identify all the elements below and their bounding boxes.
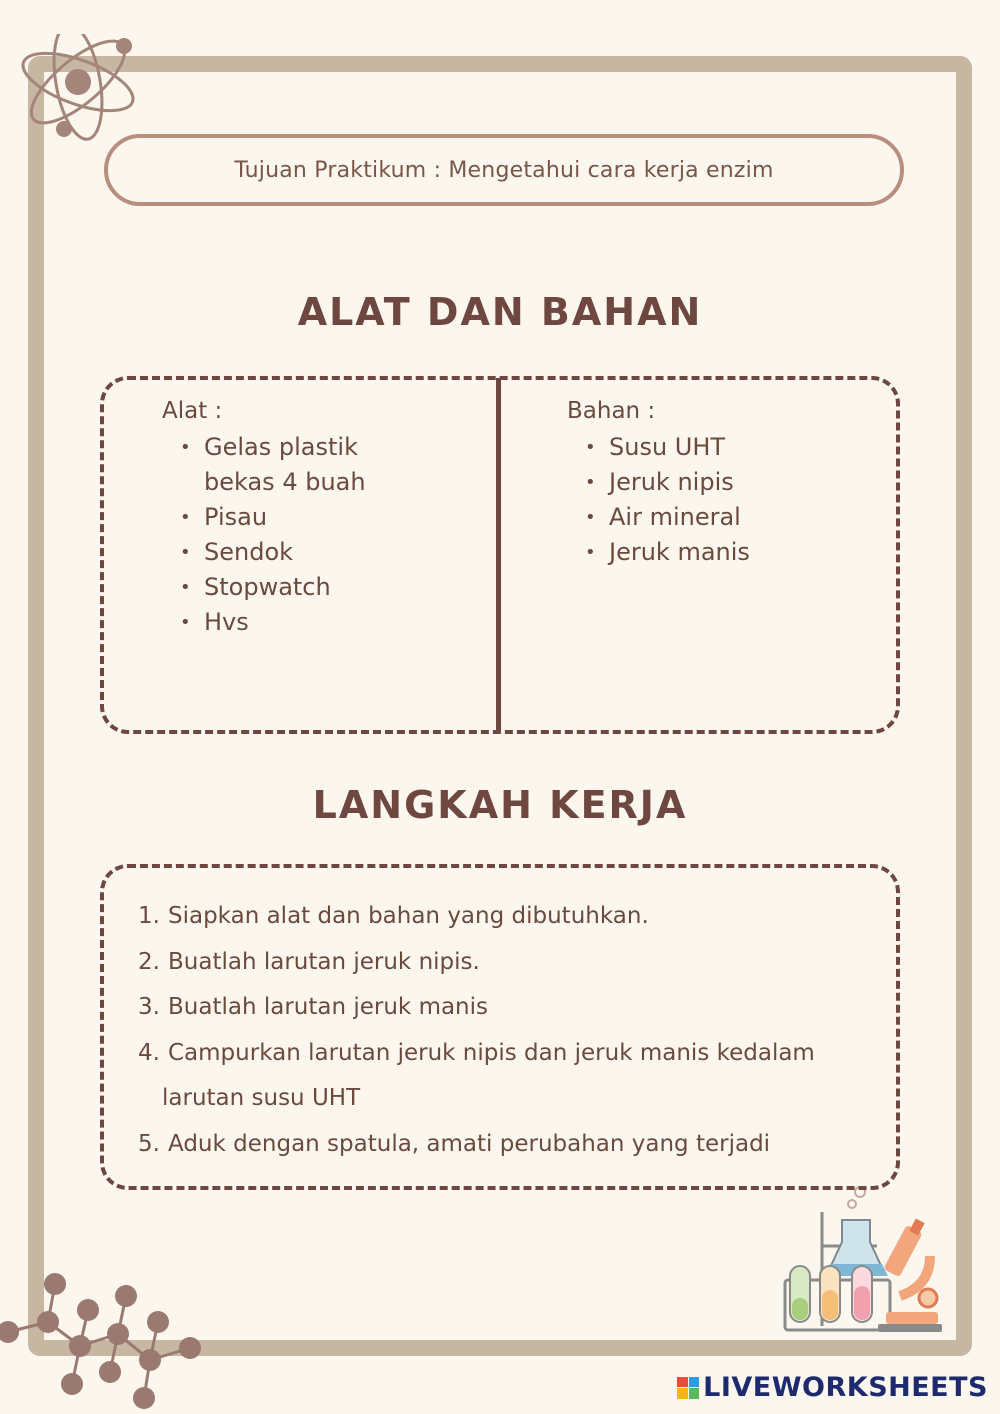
list-item: • Hvs — [180, 605, 366, 640]
list-item: • Pisau — [180, 500, 366, 535]
column-divider — [496, 378, 501, 732]
step-text: Campurkan larutan jeruk nipis dan jeruk manis kedalam — [168, 1039, 815, 1066]
bahan-label: Bahan : — [567, 398, 656, 424]
bahan-list — [585, 430, 750, 570]
step-item-continuation — [138, 1076, 858, 1122]
step-item — [138, 940, 858, 986]
step-item — [138, 1122, 858, 1168]
steps-list — [138, 894, 858, 1167]
list-item: • Jeruk nipis — [585, 465, 750, 500]
step-text: Siapkan alat dan bahan yang dibutuhkan. — [168, 903, 649, 929]
step-number: 3. — [138, 994, 160, 1020]
step-number: 5. — [138, 1130, 160, 1157]
lab-equipment-icon — [782, 1186, 942, 1336]
list-item: • Gelas plastik — [180, 430, 366, 465]
list-item: • Air mineral — [585, 500, 750, 535]
purpose-pill — [104, 134, 904, 206]
step-item — [138, 985, 858, 1031]
list-item: • Sendok — [180, 535, 366, 570]
step-number: 2. — [138, 948, 160, 975]
step-number: 4. — [138, 1039, 160, 1066]
step-number: 1. — [138, 903, 160, 929]
step-item — [138, 894, 858, 940]
step-text: Buatlah larutan jeruk manis — [168, 994, 489, 1020]
list-item: • Jeruk manis — [585, 535, 750, 570]
list-item: • Susu UHT — [585, 430, 750, 465]
section-title-langkah-kerja: LANGKAH KERJA — [312, 783, 688, 827]
step-text: larutan susu UHT — [162, 1085, 361, 1111]
alat-label: Alat : — [162, 398, 223, 424]
liveworksheets-logo-icon — [677, 1377, 699, 1399]
purpose-text: Tujuan Praktikum : Mengetahui cara kerja enzim — [234, 157, 774, 183]
alat-list — [180, 430, 366, 640]
section-title-alat-bahan: ALAT DAN BAHAN — [297, 290, 703, 334]
step-text: Buatlah larutan jeruk nipis. — [168, 948, 480, 975]
brand-text: LIVEWORKSHEETS — [703, 1372, 988, 1403]
list-item-continuation: bekas 4 buah — [204, 468, 366, 496]
atom-icon — [14, 34, 144, 144]
step-item — [138, 1031, 858, 1077]
list-item: • Stopwatch — [180, 570, 366, 605]
liveworksheets-brand[interactable] — [677, 1372, 988, 1403]
step-text: Aduk dengan spatula, amati perubahan yang terjadi — [168, 1130, 771, 1157]
molecule-icon — [0, 1264, 215, 1414]
